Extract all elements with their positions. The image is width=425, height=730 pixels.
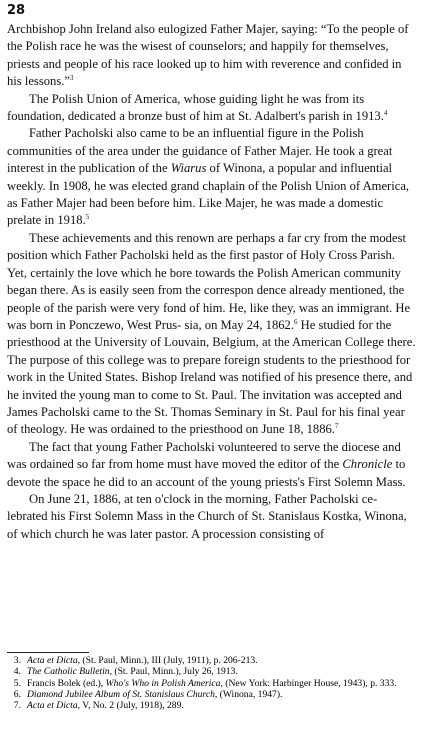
footnote-text (27, 655, 416, 666)
footnote-reference: 6 (293, 317, 298, 326)
text-run: Francis Bolek (ed.), (27, 677, 106, 689)
text-run: , V, No. 2 (July, 1918), 289. (77, 700, 184, 712)
footnote-reference: 5 (85, 213, 90, 222)
paragraph (7, 21, 416, 91)
text-run: , (St. Paul, Minn.), July 26, 1913. (109, 666, 238, 678)
footnote-reference: 3 (69, 74, 74, 83)
footnote-reference: 4 (383, 108, 388, 117)
footnote-number: 5. (13, 677, 21, 689)
footnote-reference: 7 (334, 422, 339, 431)
italic-title: Chronicle (342, 457, 393, 472)
footnote-text (27, 678, 416, 689)
text-run: Father Pacholski also came to be an influential figure in the Polish communities of the area under the guidance of Father Majer. He took a great interest in the publication of the (7, 126, 393, 176)
footnote-number: 4. (13, 666, 21, 678)
text-run: , (New York: Harbinger House, 1943), p. 333. (220, 677, 397, 689)
text-run: On June 21, 1886, at ten o'clock in the morning, Father Pacholski ce- lebrated his First Solemn Mass in the Church of St. Stanislaus Kostka, Winona, of which church he was later pastor. A procession consisting of (7, 491, 407, 541)
page-number: 28 (7, 3, 26, 18)
text-run: The Polish Union of America, whose guiding light he was from its foundation, dedicated a bronze bust of him at St. Adalbert's parish in 1913. (7, 91, 384, 124)
paragraph (7, 491, 416, 543)
paragraph (7, 91, 416, 126)
footnote-number: 7. (13, 700, 21, 712)
footnote-number: 3. (13, 655, 21, 666)
text-run: to devote the space he did to an account of the young priests's First Solemn Mass. (7, 457, 406, 489)
text-run: Archbishop John Ireland also eulogized Father Majer, saying: “To the people of the Polish race he was the wisest of counselors; and happily for themselves, priests and people of his race looked up to him with reverence and confided in his lessons.” (7, 22, 409, 89)
paragraph (7, 230, 416, 439)
footnote (7, 655, 416, 666)
text-run: of Winona, a popular and influential weekly. In 1908, he was elected grand chaplain of the Polish Union of America, as Father Majer had been before him. Like Majer, he was made a domestic prelate in 1918. (7, 161, 410, 228)
body-text (7, 21, 416, 543)
footnote-number: 6. (13, 688, 21, 700)
italic-title: Diamond Jubilee Album of St. Stanislaus Church (27, 688, 215, 700)
text-run: He studied for the priesthood at the University of Louvain, Belgium, at the American College there. The purpose of this college was to prepare foreign students to the priesthood for work in the United States. Bishop Ireland was notified of his presence there, and he invited the young man to come to St. Paul. The invitation was accepted and James Pacholski came to the St. Thomas Seminary in St. Paul for his final year of theology. He was ordained to the priesthood on June 18, 1886. (7, 317, 416, 437)
footnote (7, 666, 416, 677)
text-run: These achievements and this renown are perhaps a far cry from the modest position which Father Pacholski held as the first pastor of Holy Cross Parish. Yet, certainly the love which he bore towards the Polish American community began there. As is easily seen from the correspon dence already mentioned, the people of the parish were very fond of him. He, like they, was an immigrant. He was born in Ponczewo, West Prus- sia, on May 24, 1862. (7, 230, 411, 332)
text-run: The fact that young Father Pacholski volunteered to serve the diocese and was ordained so far from home must have moved the editor of the (7, 439, 401, 472)
footnote (7, 689, 416, 700)
footnote-text (27, 666, 416, 677)
italic-title: Who's Who in Polish America (105, 677, 221, 689)
italic-title: Wiarus (170, 161, 207, 176)
footnote-text (27, 689, 416, 700)
footnote (7, 678, 416, 689)
text-run: , (St. Paul, Minn.), III (July, 1911), p. 206-213. (77, 655, 258, 666)
paragraph (7, 439, 416, 491)
footnotes (7, 655, 416, 711)
footnote (7, 700, 416, 711)
text-run: , (Winona, 1947). (214, 688, 283, 700)
italic-title: Acta et Dicta (27, 655, 78, 666)
footnote-divider (7, 652, 89, 653)
footnote-text (27, 700, 416, 711)
italic-title: The Catholic Bulletin (27, 666, 110, 678)
italic-title: Acta et Dicta (27, 700, 78, 712)
paragraph (7, 125, 416, 229)
